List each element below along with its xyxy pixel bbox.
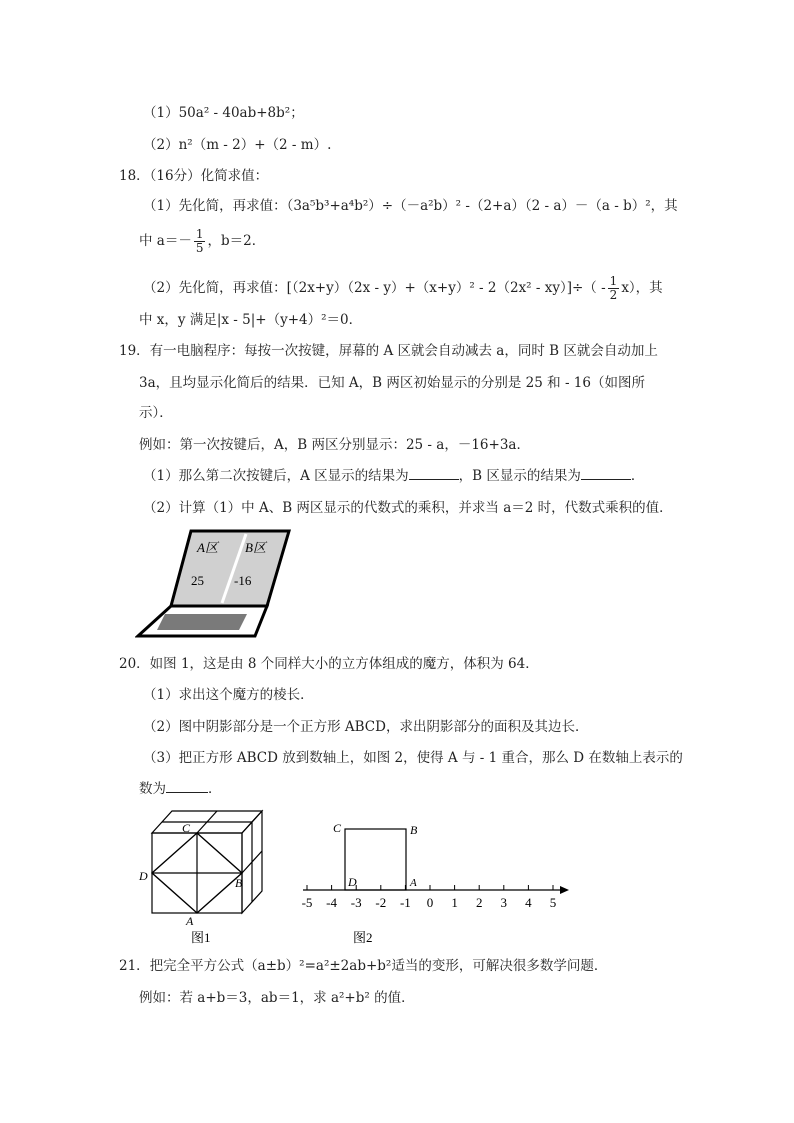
axis-label-d: D xyxy=(348,875,357,889)
axis-tick-label: -4 xyxy=(326,895,338,910)
cube-label-b: B xyxy=(235,876,243,890)
screen-a-label: A区 xyxy=(197,540,218,555)
q19-example: 例如：第一次按键后，A，B 两区分别显示：25 - a，－16+3a． xyxy=(139,437,530,453)
cube-label-d: D xyxy=(139,869,148,883)
axis-tick-label: 0 xyxy=(426,895,434,910)
q18-heading: 18．（16分）化简求值： xyxy=(119,168,269,184)
q18-part1-line2 xyxy=(139,228,265,255)
axis-ticks xyxy=(302,885,557,910)
axis-tick-label: -3 xyxy=(350,895,362,910)
screen-a-value: 25 xyxy=(191,573,204,588)
q20-part3-end xyxy=(139,780,222,798)
q19-line1: 19．有一电脑程序：每按一次按键，屏幕的 A 区就会自动减去 a，同时 B 区就会自动加上 xyxy=(119,343,658,359)
q18-part2-line1 xyxy=(143,275,663,302)
screen-b-label: B区 xyxy=(245,540,266,555)
axis-tick-label: 3 xyxy=(500,895,508,910)
axis-tick-label: 1 xyxy=(451,895,458,910)
q18-part1-cond-post: ，b＝2． xyxy=(207,233,266,249)
cube-label-a: A xyxy=(186,914,194,928)
q20-part3: （3）把正方形 ABCD 放到数轴上，如图 2，使得 A 与 - 1 重合，那么 D 在数轴上表示的 xyxy=(143,750,683,766)
answer-blank-b[interactable] xyxy=(581,467,631,480)
axis-label-b: B xyxy=(410,823,418,837)
q17-part2: （2）n²（m - 2）+（2 - m）. xyxy=(143,137,332,153)
cube-figure xyxy=(134,805,274,950)
q19-part1-text-b: ，B 区显示的结果为 xyxy=(458,468,581,484)
q21-line1: 21．把完全平方公式（a±b）²=a²±2ab+b²适当的变形，可解决很多数学问题． xyxy=(119,958,608,974)
q19-part1-text-c: ． xyxy=(630,468,645,484)
axis-tick-label: 4 xyxy=(525,895,532,910)
computer-screen xyxy=(171,531,289,606)
q18-part1-cond-pre: 中 a＝－ xyxy=(139,233,192,249)
q18-part2-expr: （2）先化简，再求值：[（2x+y）（2x - y）+（x+y）² - 2（2x² - xy）]÷（ - xyxy=(143,280,606,296)
q18-fraction-a: $\frac{1}{5}$ xyxy=(195,227,204,255)
q19-part1 xyxy=(143,467,644,485)
q19-line2: 3a，且均显示化简后的结果．已知 A，B 两区初始显示的分别是 25 和 - 16（如图所 xyxy=(139,375,645,391)
q18-part2-expr-end: x），其 xyxy=(621,280,663,296)
fig1-caption: 图1 xyxy=(191,930,211,945)
q18-fraction-b: $\frac{1}{2}$ xyxy=(609,274,618,302)
fig2-caption: 图2 xyxy=(353,930,373,945)
q18-part1-line1: （1）先化简，再求值：（3a⁵b³+a⁴b²）÷（－a²b）² -（2+a）（2 - a）－（a - b）²，其 xyxy=(143,198,678,214)
axis-tick-label: 2 xyxy=(475,895,483,910)
axis-tick-label: 5 xyxy=(549,895,557,910)
q20-part1: （1）求出这个魔方的棱长． xyxy=(143,687,314,703)
answer-blank-c[interactable] xyxy=(166,780,208,793)
q17-part1: （1）50a² - 40ab+8b²； xyxy=(143,105,304,121)
q18-part2-line2: 中 x，y 满足|x - 5|+（y+4）²＝0． xyxy=(139,312,363,328)
axis-tick-label: -5 xyxy=(301,895,313,910)
q20-part3-text-a: 数为 xyxy=(139,781,166,797)
q20-part2: （2）图中阴影部分是一个正方形 ABCD，求出阴影部分的面积及其边长． xyxy=(143,719,589,735)
q19-line3: 示）． xyxy=(139,405,173,421)
axis-tick-label: -2 xyxy=(375,895,387,910)
number-line-figure xyxy=(295,818,580,948)
axis-arrow-icon xyxy=(560,886,569,894)
q20-line1: 20．如图 1，这是由 8 个同样大小的立方体组成的魔方，体积为 64． xyxy=(119,656,539,672)
axis-label-c: C xyxy=(333,821,342,835)
axis-tick-label: -1 xyxy=(399,895,411,910)
axis-label-a: A xyxy=(410,877,417,889)
q20-part3-text-b: ． xyxy=(208,781,222,797)
cube-label-c: C xyxy=(182,821,191,835)
q19-part1-text-a: （1）那么第二次按键后，A 区显示的结果为 xyxy=(143,468,409,484)
answer-blank-a[interactable] xyxy=(409,467,459,480)
computer-figure xyxy=(135,528,295,642)
keyboard-pad xyxy=(157,614,247,630)
q19-part2: （2）计算（1）中 A、B 两区显示的代数式的乘积，并求当 a＝2 时，代数式乘积的值． xyxy=(143,500,673,516)
q21-example: 例如：若 a+b＝3，ab＝1，求 a²+b² 的值． xyxy=(139,990,415,1006)
screen-b-value: -16 xyxy=(234,573,252,588)
